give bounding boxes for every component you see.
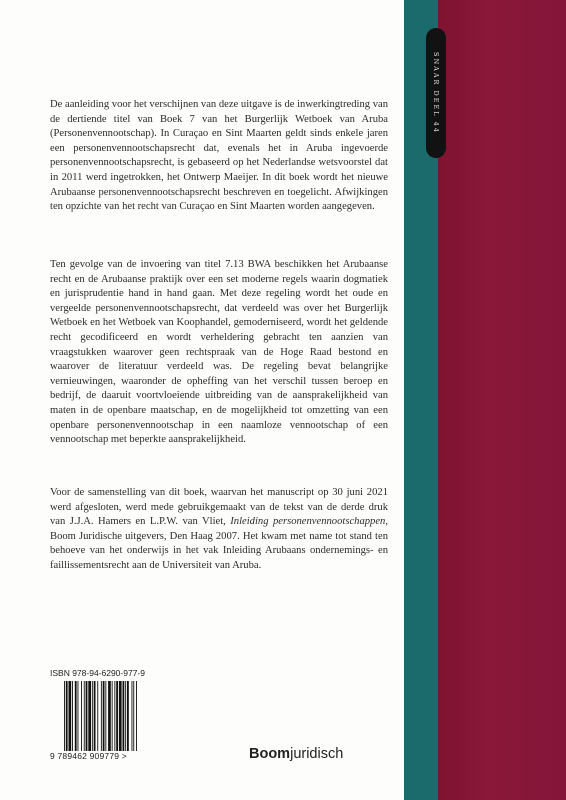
- publisher-logo: [249, 746, 343, 762]
- blurb-p3-text-after: , Boom Juridische uitgevers, Den Haag 2007. Het kwam met name tot stand ten behoeve van het onderwijs in het vak Inleiding Arubaans ondernemings- en faillissementsrecht aan de Universiteit van Aruba.: [50, 516, 388, 571]
- publisher-logo-brand: Boom: [249, 746, 291, 762]
- series-label-text: SNAAR DEEL 44: [432, 52, 440, 134]
- publisher-logo-imprint: juridisch: [290, 746, 344, 762]
- isbn-label: ISBN 978-94-6290-977-9: [50, 668, 145, 678]
- barcode-digits: 9 789462 909779 >: [50, 751, 127, 761]
- blurb-paragraph-3: [50, 486, 388, 574]
- blurb-paragraph-1: De aanleiding voor het verschijnen van deze uitgave is de inwerkingtreding van de dertiende titel van Boek 7 van het Burgerlijk Wetboek van Aruba (Personenvennootschap). In Curaçao en Sint Maarten geldt sinds enkele jaren een personenvennootschapsrecht dat, evenals het in Aruba ingevoerde personenvennootschapsrecht, is gebaseerd op het Nederlandse wetsvoorstel dat in 2011 werd ingetrokken, het Ontwerp Maeijer. In dit boek wordt het nieuwe Arubaanse personenvennootschapsrecht beschreven en toegelicht. Afwijkingen ten opzichte van het recht van Curaçao en Sint Maarten worden aangegeven.: [50, 99, 389, 213]
- blurb-p3-text-before: Voor de samenstelling van dit boek, waarvan het manuscript op 30 juni 2021 werd afgesloten, werd mede gebruikgemaakt van de tekst van de derde druk van J.J.A. Hamers en L.P.W. van Vliet,: [50, 487, 388, 528]
- series-label: [426, 28, 446, 158]
- cited-book-title: Inleiding personenvennootschappen: [230, 516, 386, 528]
- isbn-barcode: [50, 668, 170, 768]
- red-band: [438, 0, 566, 800]
- blurb-paragraph-2: Ten gevolge van de invoering van titel 7.13 BWA beschikken het Arubaanse recht en de Arubaanse praktijk over een set moderne regels waarin dogmatiek en jurisprudentie hand in hand gaan. Met deze regeling wordt het oude en vergeelde personenvennootschapsrecht, dat verdeeld was over het Burgerlijk Wetboek en het Wetboek van Koophandel, gemoderniseerd, wordt het geldende recht gecodificeerd en wordt verheldering gebracht ten aanzien van vraagstukken waarover geen rechtspraak van de Hoge Raad bestond en waarover de literatuur verdeeld was. De regeling bevat belangrijke vernieuwingen, waaronder de opheffing van het verschil tussen beroep en bedrijf, de daaruit voortvloeiende uitbreiding van de aansprakelijkheid van maten in de openbare maatschap, en de mogelijkheid tot omzetting van een openbare personenvennootschap in een naamloze vennootschap of een vennootschap met beperkte aansprakelijkheid.: [50, 259, 388, 446]
- barcode-bars: [64, 681, 164, 751]
